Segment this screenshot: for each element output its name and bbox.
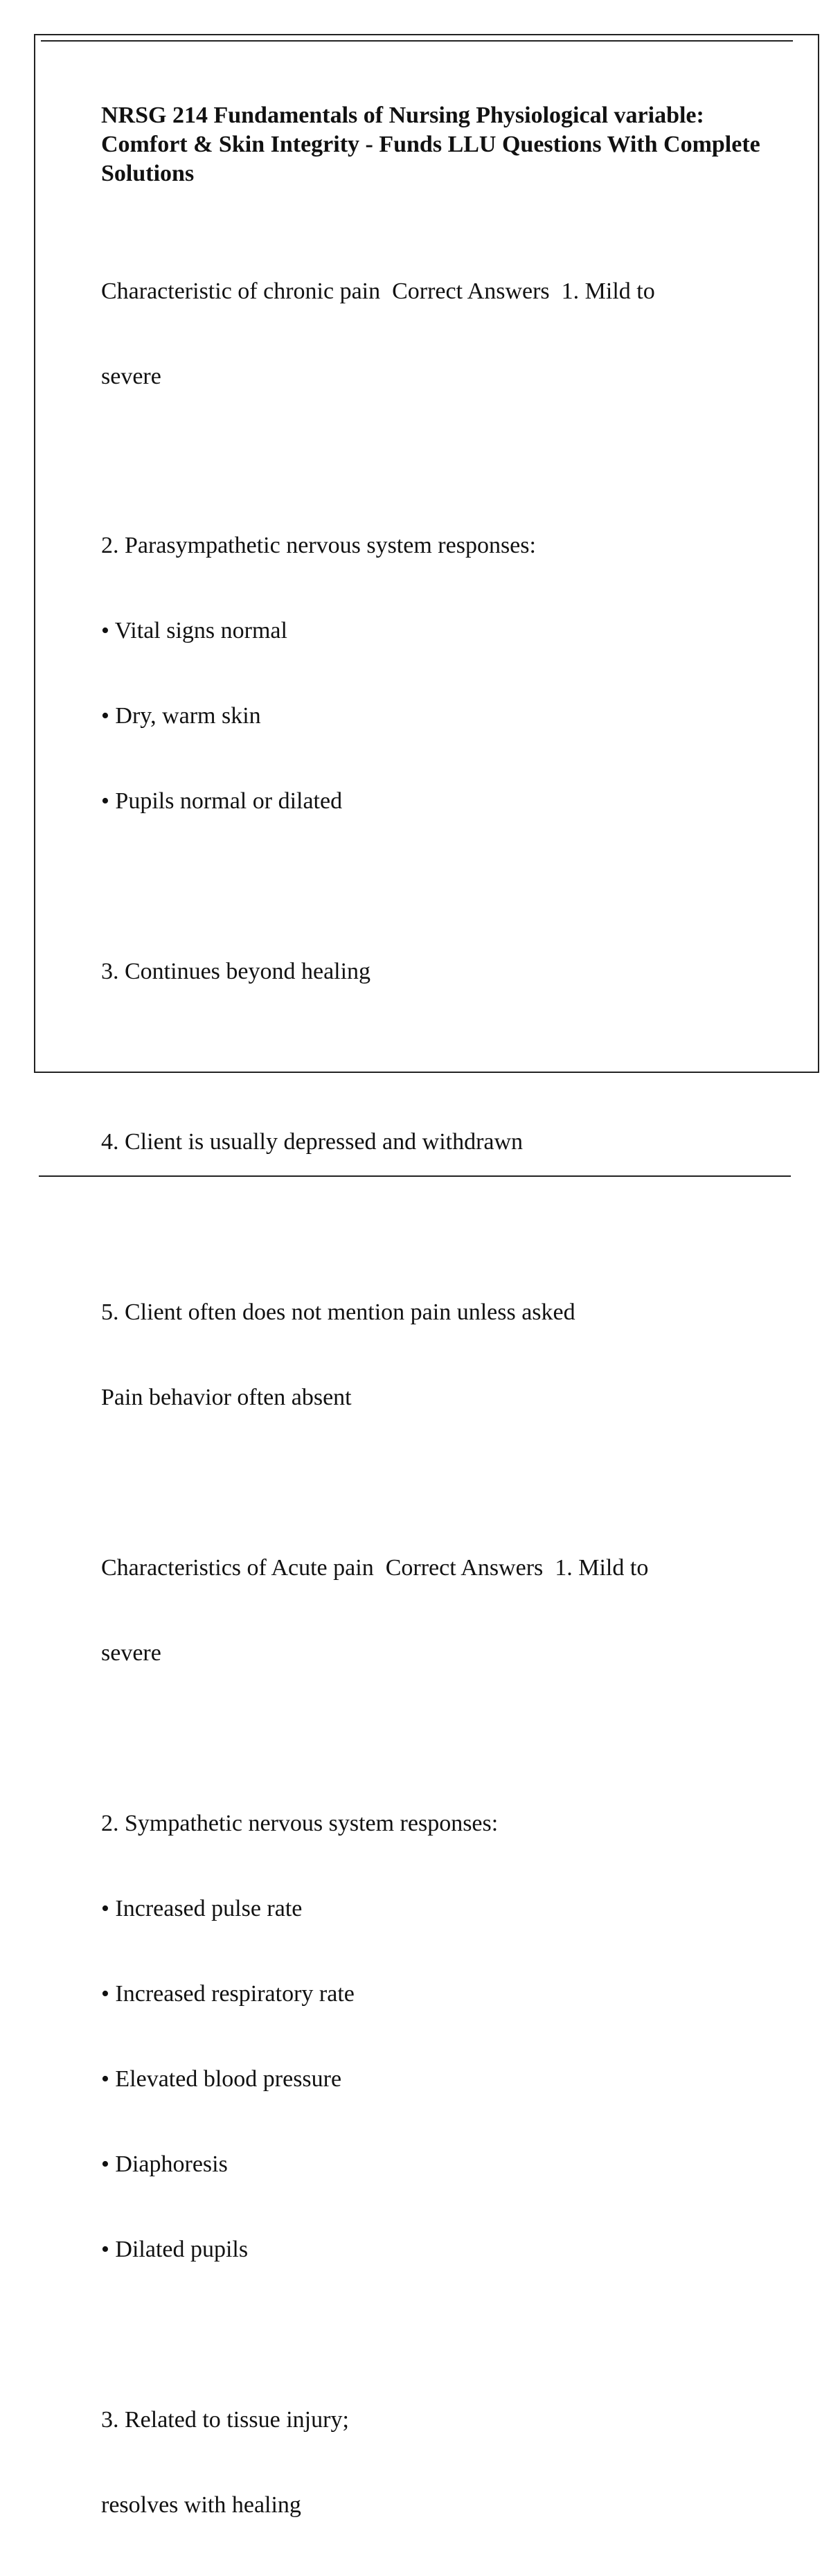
text-line: 3. Related to tissue injury; xyxy=(101,2407,349,2433)
list-item: • Increased respiratory rate xyxy=(101,1981,355,2007)
list-item: • Increased pulse rate xyxy=(101,1896,303,1921)
list-item: • Elevated blood pressure xyxy=(101,2066,342,2092)
chronic-pain-question xyxy=(101,220,787,447)
acute-pain-question xyxy=(101,1497,787,1724)
chronic-pain-answer-3 xyxy=(101,900,787,1042)
text-line: Characteristics of Acute pain Correct Answers 1. Mild to xyxy=(101,1555,649,1581)
list-item: • Dry, warm skin xyxy=(101,703,261,729)
text-line: severe xyxy=(101,1640,161,1666)
chronic-pain-answer-5 xyxy=(101,1241,787,1468)
bottom-rule xyxy=(39,1175,791,1177)
chronic-pain-answer-2 xyxy=(101,474,787,872)
acute-pain-answer-2 xyxy=(101,1752,787,2320)
list-item: • Vital signs normal xyxy=(101,618,287,643)
text-line: 3. Continues beyond healing xyxy=(101,959,371,984)
list-item: • Diaphoresis xyxy=(101,2151,228,2177)
text-line: severe xyxy=(101,364,161,389)
top-rule xyxy=(41,40,793,42)
acute-pain-answer-3 xyxy=(101,2349,787,2576)
document-body xyxy=(101,101,787,2576)
text-line: Pain behavior often absent xyxy=(101,1385,352,1410)
page-frame xyxy=(34,34,819,2518)
list-item: • Dilated pupils xyxy=(101,2237,249,2262)
text-line: Characteristic of chronic pain Correct Answers 1. Mild to xyxy=(101,278,655,304)
list-item: • Pupils normal or dilated xyxy=(101,788,343,814)
text-line: 4. Client is usually depressed and withdrawn xyxy=(101,1129,524,1155)
text-line: 2. Parasympathetic nervous system responses: xyxy=(101,533,536,558)
text-line: 5. Client often does not mention pain unless asked xyxy=(101,1299,575,1325)
text-line: 2. Sympathetic nervous system responses: xyxy=(101,1811,499,1836)
text-line: resolves with healing xyxy=(101,2492,301,2518)
chronic-pain-answer-4 xyxy=(101,1071,787,1213)
document-title: NRSG 214 Fundamentals of Nursing Physiological variable: Comfort & Skin Integrity - Funds LLU Questions With Complete Solutions xyxy=(101,103,760,186)
